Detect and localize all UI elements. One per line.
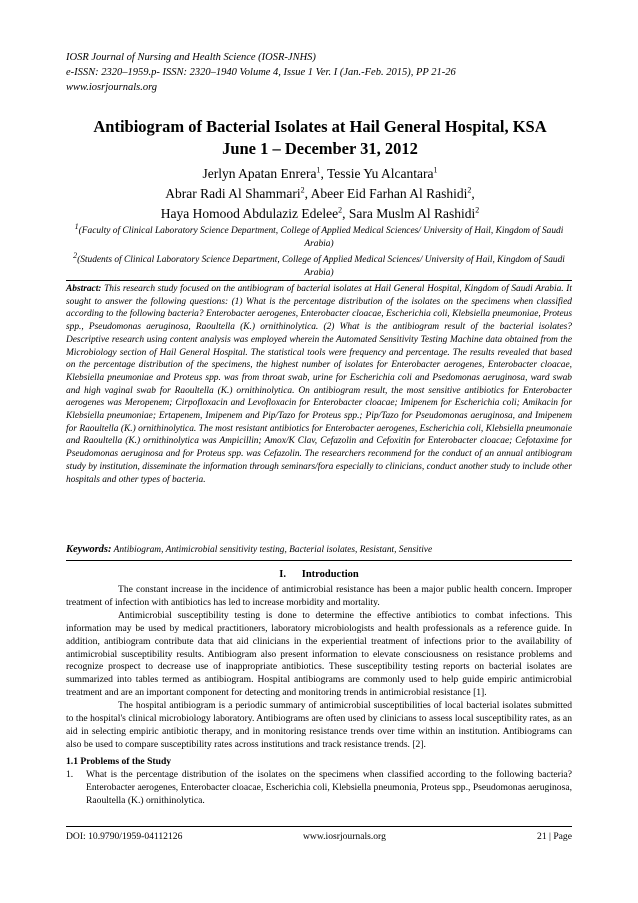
- footer-site[interactable]: www.iosrjournals.org: [303, 831, 386, 842]
- author-separator: ,: [320, 166, 327, 181]
- affiliation-2: [66, 250, 572, 280]
- abstract-text: This research study focused on the antibiogram of bacterial isolates at Hail General Hospital, Kingdom of Saudi Arabia. It sought to answer the following questions: (1) What is the percentage distribution of the isolates on the specimens when classified according to the following bacteria? Enterobacter aerogenes, Enterobacter cloacae, Escherichia coli, Klebsiella pneumoniae, Proteus spp., Pseudomonas aeruginosa, Raoultella (K.) ornithinolytica. (2) What is the antibiogram result of the bacterial isolates? Descriptive research using content analysis was employed wherein the Automated Sensitivity Testing Machine data obtained from the Microbiology section of Hail General Hospital. The statistical tools were frequency and percentage. The results revealed that based on the percentage distribution of the specimens, the highest number of isolates for Enterobacter aerogenes, Enterobacter cloacae, Klebsiella pneumoniae and Proteus spp. was from throat swab, urine for Escherichia coli and Psedomonas aeruginosa, ward swab and high vaginal swab for Raoultella (K.) ornithinolytica. On antibiogram result, the most sensitive antibiotics for Enterobacter aerogenes was Meropenem; Cirpofloxacin and Levofloxacin for Enterobacter cloacae; Imipenem for Escherichia coli; Amikacin for Klebsiella pneumoniae; Ertapenem, Imipenem and Pip/Tazo for Proteus spp.; Pip/Tazo for Pseudomonas aeruginosa, and Imipenem for Raoultella (K.) ornithinolytica. The most resistant antibiotics for Enterobacter aerogenes, Escherichia coli, Klebsiella pneumonaie and Raoultella (K.) ornithinolytica was Ampicillin; Amox/K Clav, Cefazolin and Cefoxitin for Enterobacter cloacae; Cefotaxime for Pseudomonas aeruginosa and for Proteus spp. was Cefazolin. The researchers recommend for the conduct of an annual antibiogram study by institution, disseminate the information through seminars/fora especially to clinicians, conduct another study to include other hospitals and other types of bacteria.: [66, 284, 572, 485]
- footer-page-number: 21 | Page: [537, 831, 572, 842]
- introduction-body: [66, 584, 572, 752]
- affiliation-text: (Students of Clinical Laboratory Science Department, College of Applied Medical Sciences/ University of Hail, Kingdom of Saudi Arabia): [77, 255, 565, 278]
- keywords: [66, 543, 572, 557]
- author-affiliation-mark: 2: [338, 205, 343, 215]
- author-name: Haya Homood Abdulaziz Edelee: [160, 206, 339, 221]
- abstract-bottom-divider: [66, 560, 572, 561]
- author-separator: ,: [471, 186, 475, 201]
- affiliation-mark: 2: [73, 250, 78, 260]
- author-line-1: [70, 164, 570, 184]
- author-line-2: [70, 184, 570, 204]
- author-affiliation-mark: 1: [316, 165, 321, 175]
- author-name: Tessie Yu Alcantara: [326, 166, 434, 181]
- list-item-text: What is the percentage distribution of the isolates on the specimens when classified according to the following bacteria? Enterobacter aerogenes, Enterobacter cloacae, Escherichia coli, Klebsiella pneumonia, Proteus spp., Pseudomonas aeruginosa, Raoultella (K.) ornithinolytica.: [86, 769, 572, 806]
- keywords-text: Antibiogram, Antimicrobial sensitivity testing, Bacterial isolates, Resistant, Sensitive: [111, 545, 433, 555]
- abstract-label: Abstract:: [66, 284, 102, 294]
- author-separator: ,: [304, 186, 311, 201]
- author-name: Sara Muslm Al Rashidi: [348, 206, 476, 221]
- affiliation-mark: 1: [74, 221, 79, 231]
- affiliation-text: (Faculty of Clinical Laboratory Science Department, College of Applied Medical Sciences/ University of Hail, Kingdom of Saudi Arabia): [78, 226, 564, 249]
- list-item: [66, 769, 572, 808]
- abstract: [66, 283, 572, 486]
- author-affiliation-mark: 2: [475, 205, 480, 215]
- author-affiliation-mark: 1: [433, 165, 438, 175]
- subsection-heading: 1.1 Problems of the Study: [66, 756, 172, 767]
- journal-header: [66, 50, 586, 95]
- paragraph: The hospital antibiogram is a periodic summary of antimicrobial susceptibilities of local bacterial isolates submitted to the hospital's clinical microbiology laboratory. Antibiograms are often used by clinicians to assess local susceptibility rates, as an aid in selecting empiric antibiotic therapy, and in monitoring resistance trends over time within an institution. Antibiograms can also be used to compare susceptibility rates across institutions and track resistance trends. [2].: [66, 700, 572, 750]
- paragraph: Antimicrobial susceptibility testing is done to determine the effective antibiotics to combat infections. This information may be used by medical practitioners, laboratory microbiologists and health professionals as a reference guide. In addition, antibiogram contribute data that aid clinicians in the experiential treatment of infections prior to the availability of antimicrobial susceptibility results. Antibiogram also present information to elevate consciousness on resistance problems and recognize prospect to decrease use of inappropriate antibiotics. These susceptibility testing reports on bacterial isolates are summarized into tables termed as antibiogram. Hospital antibiograms are commonly used to help guide empiric antimicrobial treatment and are an important component for detecting and monitoring trends in antimicrobial resistance [1].: [66, 609, 572, 699]
- list-item-number: 1.: [66, 769, 74, 780]
- journal-name: IOSR Journal of Nursing and Health Science (IOSR-JNHS): [66, 52, 316, 63]
- journal-url[interactable]: www.iosrjournals.org: [66, 82, 158, 93]
- author-list: [70, 164, 570, 224]
- section-number: I.: [279, 569, 286, 580]
- author-separator: ,: [342, 206, 349, 221]
- abstract-top-divider: [66, 280, 572, 281]
- author-line-3: [70, 204, 570, 224]
- affiliation-1: [66, 221, 572, 251]
- title-line-2: June 1 – December 31, 2012: [222, 139, 418, 158]
- author-name: Jerlyn Apatan Enrera: [202, 166, 317, 181]
- journal-issn: e-ISSN: 2320–1959.p- ISSN: 2320–1940 Volume 4, Issue 1 Ver. I (Jan.-Feb. 2015), PP 21-26: [66, 67, 456, 78]
- keywords-label: Keywords:: [66, 544, 112, 555]
- footer-doi: DOI: 10.9790/1959-04112126: [66, 831, 183, 842]
- footer-divider: [66, 826, 572, 827]
- section-heading-introduction: [66, 568, 572, 582]
- title-line-1: Antibiogram of Bacterial Isolates at Hail General Hospital, KSA: [93, 117, 547, 136]
- author-affiliation-mark: 2: [300, 185, 305, 195]
- paper-title: [70, 116, 570, 160]
- author-affiliation-mark: 2: [467, 185, 472, 195]
- author-name: Abrar Radi Al Shammari: [165, 186, 301, 201]
- paragraph: The constant increase in the incidence of antimicrobial resistance has been a major public health concern. Improper treatment of infection with antibiotics has led to increase morbidity and mortality.: [66, 584, 572, 608]
- section-title: Introduction: [301, 569, 359, 580]
- author-name: Abeer Eid Farhan Al Rashidi: [310, 186, 468, 201]
